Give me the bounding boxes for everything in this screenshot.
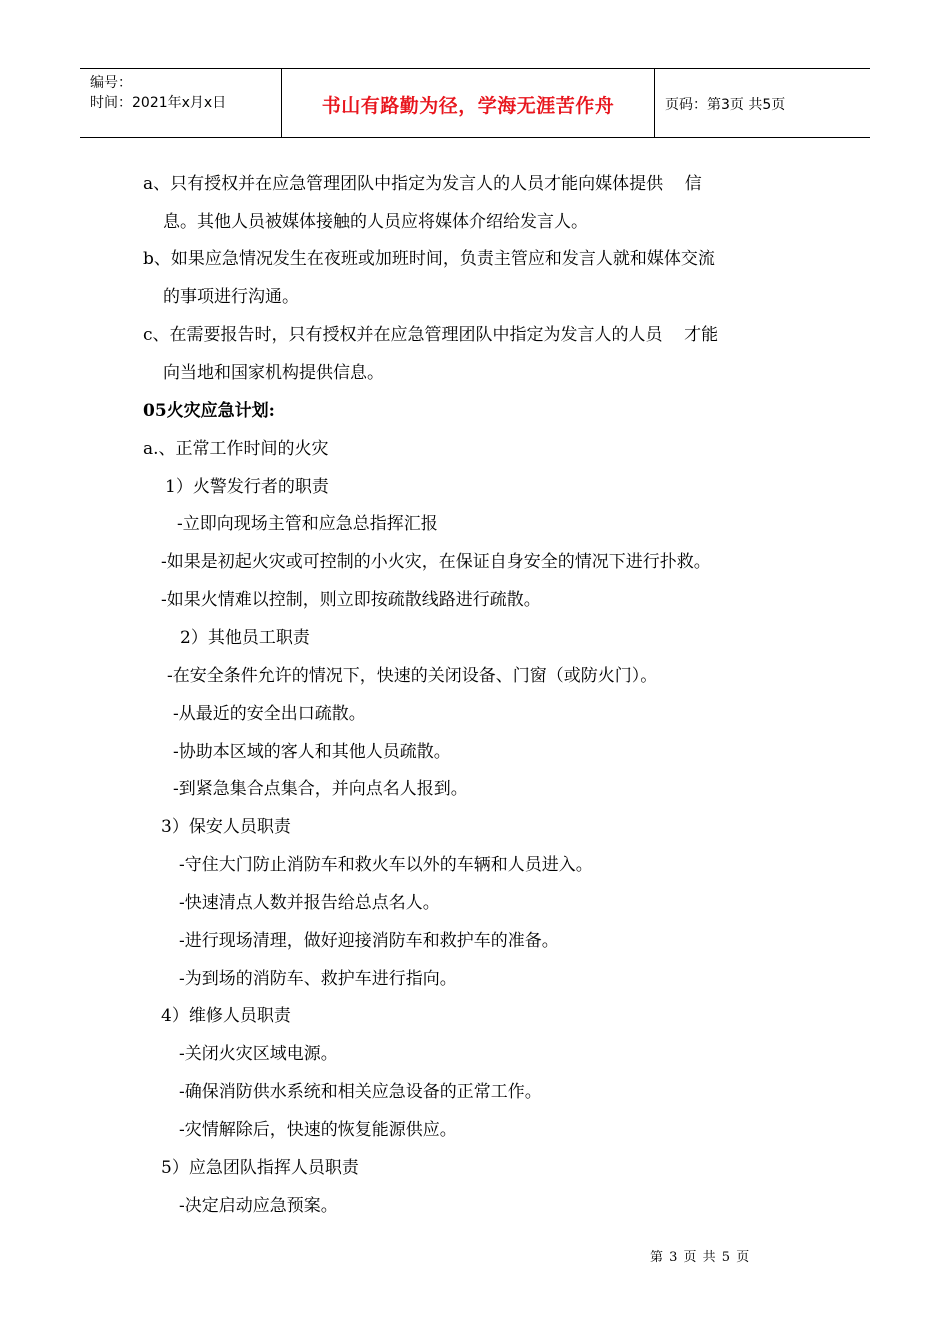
document-number: 编号： [90, 75, 132, 91]
body-line: 向当地和国家机构提供信息。 [163, 363, 384, 383]
page-footer: 第 3 页 共 5 页 [650, 1250, 751, 1265]
subsection-heading: 3）保安人员职责 [161, 817, 291, 837]
body-line: -从最近的安全出口疏散。 [173, 704, 366, 724]
header-info-cell [80, 69, 282, 137]
subsection-heading: 4）维修人员职责 [161, 1006, 291, 1026]
body-line: -如果是初起火灾或可控制的小火灾，在保证自身安全的情况下进行扑救。 [161, 552, 711, 572]
body-line: -灾情解除后，快速的恢复能源供应。 [179, 1120, 457, 1140]
body-line: c、在需要报告时，只有授权并在应急管理团队中指定为发言人的人员 才能 [143, 325, 719, 345]
body-line: -确保消防供水系统和相关应急设备的正常工作。 [179, 1082, 542, 1102]
body-line: -如果火情难以控制，则立即按疏散线路进行疏散。 [161, 590, 541, 610]
subsection-heading: 1）火警发行者的职责 [165, 477, 329, 497]
body-line: -在安全条件允许的情况下，快速的关闭设备、门窗（或防火门）。 [167, 666, 658, 686]
body-line: a、只有授权并在应急管理团队中指定为发言人的人员才能向媒体提供 信 [143, 174, 702, 194]
body-line: -关闭火灾区域电源。 [179, 1044, 338, 1064]
header-motto: 书山有路勤为径，学海无涯苦作舟 [321, 95, 615, 117]
header-page-number: 页码：第3页 共5页 [665, 97, 786, 113]
header-motto-cell [282, 69, 655, 137]
body-line: -决定启动应急预案。 [179, 1196, 338, 1216]
subsection-heading: 5）应急团队指挥人员职责 [161, 1158, 359, 1178]
document-header [80, 68, 870, 138]
section-heading: 05火灾应急计划: [143, 401, 275, 421]
body-line: b、如果应急情况发生在夜班或加班时间，负责主管应和发言人就和媒体交流 [143, 249, 715, 269]
document-date: 时间：2021年x月x日 [90, 95, 227, 111]
body-line: -守住大门防止消防车和救火车以外的车辆和人员进入。 [179, 855, 593, 875]
body-line: -立即向现场主管和应急总指挥汇报 [177, 514, 438, 534]
body-line: a.、正常工作时间的火灾 [143, 439, 329, 459]
body-line: 息。其他人员被媒体接触的人员应将媒体介绍给发言人。 [163, 212, 588, 232]
header-page-cell [655, 69, 870, 137]
body-line: -为到场的消防车、救护车进行指向。 [179, 969, 457, 989]
body-line: -进行现场清理，做好迎接消防车和救护车的准备。 [179, 931, 559, 951]
subsection-heading: 2）其他员工职责 [180, 628, 310, 648]
body-line: -到紧急集合点集合，并向点名人报到。 [173, 779, 468, 799]
body-line: -快速清点人数并报告给总点名人。 [179, 893, 440, 913]
body-line: 的事项进行沟通。 [163, 287, 299, 307]
body-line: -协助本区域的客人和其他人员疏散。 [173, 742, 451, 762]
